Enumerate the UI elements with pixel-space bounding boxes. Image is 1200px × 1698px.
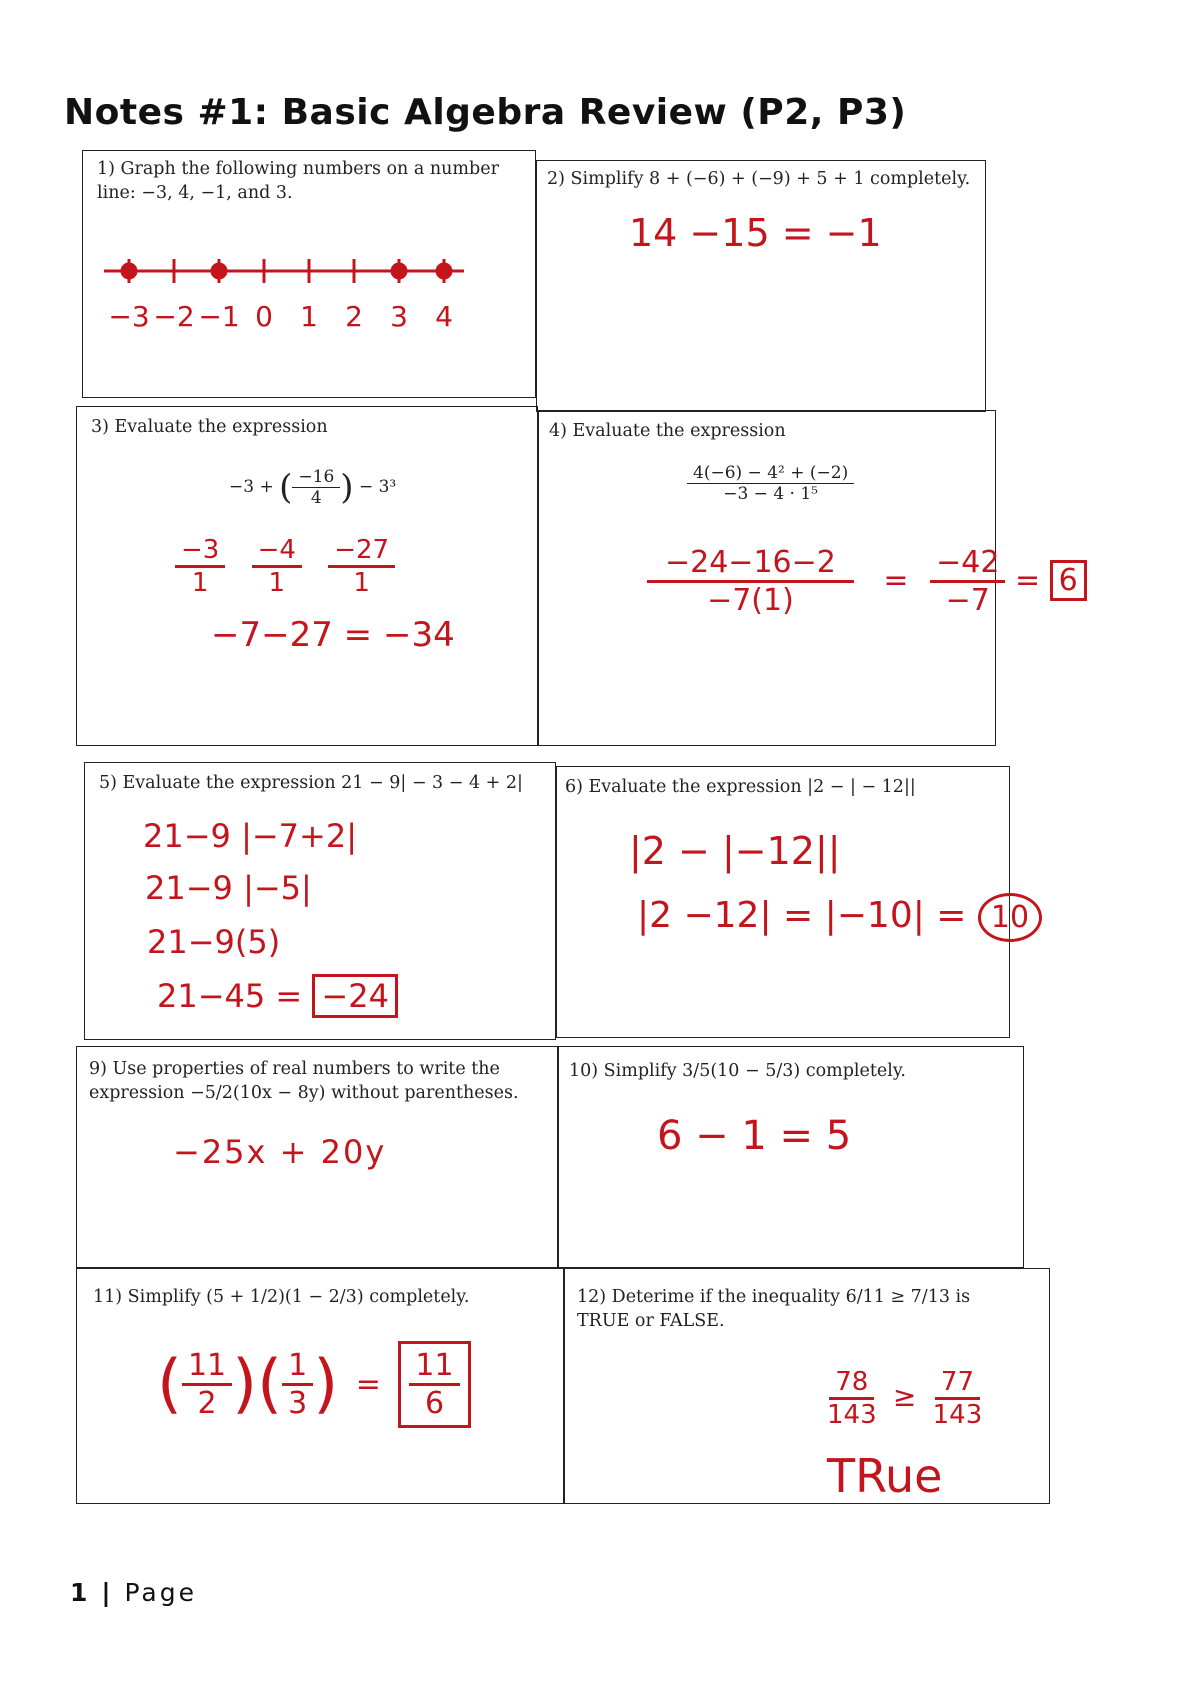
problem-12-cell bbox=[564, 1268, 1050, 1504]
problem-4-expression bbox=[687, 463, 854, 504]
problem-3-work-result: −7−27 = −34 bbox=[211, 615, 455, 655]
p4-expr-num: 4(−6) − 4² + (−2) bbox=[687, 463, 854, 484]
problem-6-work-1: |2 − |−12|| bbox=[629, 829, 841, 873]
problem-11-cell bbox=[76, 1268, 564, 1504]
problem-3-prompt: 3) Evaluate the expression bbox=[91, 417, 328, 437]
expr-den: 4 bbox=[310, 488, 322, 508]
number-line-label: 0 bbox=[255, 300, 273, 333]
problem-9-cell bbox=[76, 1046, 558, 1268]
problem-12-answer: TRue bbox=[827, 1449, 943, 1503]
problem-5-answer: −24 bbox=[312, 974, 398, 1018]
number-line-label: −2 bbox=[153, 300, 195, 333]
problem-2-prompt: 2) Simplify 8 + (−6) + (−9) + 5 + 1 completely. bbox=[547, 169, 971, 189]
problem-3-expression: −3 + ( $\frac{-16}{4}$ ) − 3³ bbox=[229, 467, 397, 508]
problem-6-prompt: 6) Evaluate the expression |2 − | − 12|| bbox=[565, 777, 916, 797]
problem-1-prompt: 1) Graph the following numbers on a number line: −3, 4, −1, and 3. bbox=[97, 159, 499, 203]
problem-9-work: −25x + 20y bbox=[173, 1133, 387, 1171]
problem-10-prompt: 10) Simplify 3/5(10 − 5/3) completely. bbox=[569, 1061, 906, 1081]
number-line-label: 4 bbox=[435, 300, 453, 333]
problem-3-cell bbox=[76, 406, 538, 746]
number-line-point bbox=[211, 263, 227, 279]
problem-4-work: $\frac{-24-16-2}{-7(1)}$ = $\frac{-42}{-7}$ = 6 bbox=[647, 545, 1087, 618]
number-line-label: 2 bbox=[345, 300, 363, 333]
problem-5-cell bbox=[84, 762, 556, 1040]
problem-2-cell bbox=[536, 160, 986, 412]
problem-2-work: 14 −15 = −1 bbox=[629, 211, 882, 255]
page-footer bbox=[70, 1578, 197, 1607]
problem-4-prompt: 4) Evaluate the expression bbox=[549, 421, 786, 441]
expr-pre: −3 + bbox=[229, 477, 274, 497]
page-title: Notes #1: Basic Algebra Review (P2, P3) bbox=[64, 92, 907, 133]
number-line-point bbox=[436, 263, 452, 279]
problem-10-cell bbox=[558, 1046, 1024, 1268]
problem-4-answer: 6 bbox=[1050, 560, 1087, 601]
problem-6-work-2: |2 −12| = |−10| = 10 bbox=[637, 893, 1042, 942]
problem-12-prompt: 12) Deterime if the inequality 6/11 ≥ 7/13 is TRUE or FALSE. bbox=[577, 1287, 971, 1331]
problem-9-prompt: 9) Use properties of real numbers to write the expression −5/2(10x − 8y) without parentheses. bbox=[89, 1059, 519, 1103]
p4-expr-den: −3 − 4 · 1⁵ bbox=[723, 484, 818, 504]
problem-11-prompt: 11) Simplify (5 + 1/2)(1 − 2/3) completely. bbox=[93, 1287, 470, 1307]
problem-6-answer: 10 bbox=[978, 893, 1042, 942]
problem-6-cell bbox=[556, 766, 1030, 1038]
number-line-label: 3 bbox=[390, 300, 408, 333]
page-number: 1 bbox=[70, 1578, 91, 1607]
number-line-point bbox=[121, 263, 137, 279]
number-line bbox=[99, 241, 519, 361]
problem-5-prompt: 5) Evaluate the expression 21 − 9| − 3 − 4 + 2| bbox=[99, 773, 523, 793]
problem-5-work-1: 21−9 |−7+2| bbox=[143, 817, 357, 855]
problem-3-work-fractions: $\frac{-3}{1}$ $\frac{-4}{1}$ $\frac{-27}{1}$ bbox=[175, 535, 395, 598]
number-line-label: −1 bbox=[198, 300, 240, 333]
expr-num: −16 bbox=[292, 467, 340, 488]
number-line-label: 1 bbox=[300, 300, 318, 333]
problem-11-work: ( $\frac{11}{2}$ )( $\frac{1}{3}$ ) = $\frac{11}{6}$ bbox=[157, 1341, 471, 1428]
problem-12-work: $\frac{78}{143}$ ≥ $\frac{77}{143}$ bbox=[827, 1367, 983, 1430]
page-label: Page bbox=[124, 1578, 197, 1607]
problem-4-cell bbox=[538, 410, 1078, 746]
expr-post: − 3³ bbox=[358, 477, 397, 497]
problem-11-answer: $\frac{11}{6}$ bbox=[398, 1341, 470, 1428]
number-line-label: −3 bbox=[108, 300, 150, 333]
problem-5-work-3: 21−9(5) bbox=[147, 923, 281, 961]
problem-5-work-2: 21−9 |−5| bbox=[145, 869, 312, 907]
problem-1-cell bbox=[82, 150, 536, 398]
problem-5-work-4: 21−45 = −24 bbox=[157, 977, 398, 1015]
number-line-point bbox=[391, 263, 407, 279]
problem-10-work: 6 − 1 = 5 bbox=[657, 1113, 852, 1159]
footer-separator: | bbox=[101, 1578, 114, 1607]
